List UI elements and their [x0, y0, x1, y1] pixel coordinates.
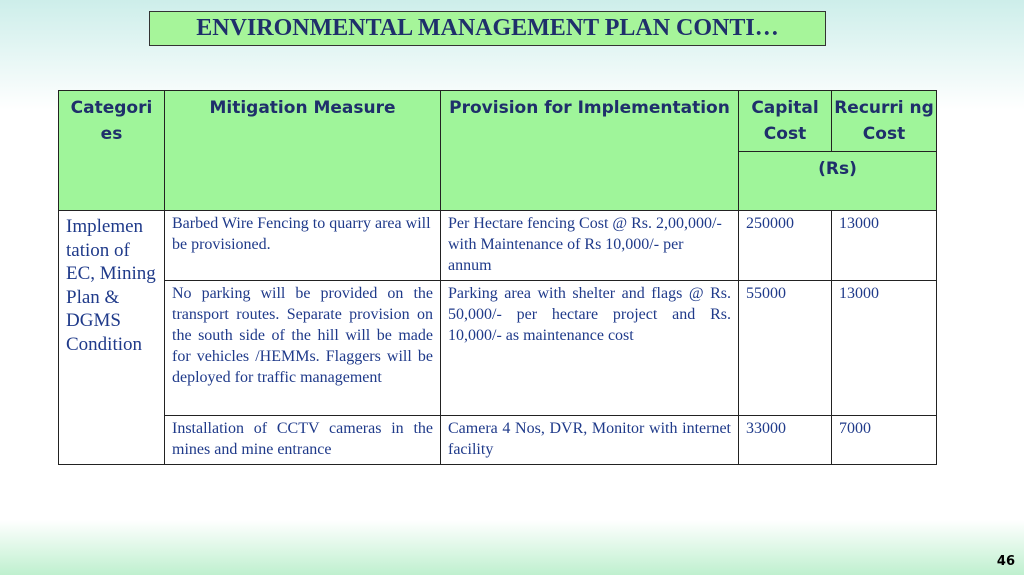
category-cell: Implemen tation of EC, Mining Plan & DGMS Condition	[59, 211, 165, 465]
table-row	[59, 211, 937, 281]
header-capital-cost: Capital Cost	[739, 91, 832, 152]
provision-cell: Parking area with shelter and flags @ Rs. 50,000/- per hectare project and Rs. 10,000/- as maintenance cost	[441, 281, 739, 416]
header-categories: Categori es	[59, 91, 165, 211]
provision-cell: Camera 4 Nos, DVR, Monitor with internet facility	[441, 416, 739, 465]
mitigation-cell: Installation of CCTV cameras in the mines and mine entrance	[165, 416, 441, 465]
provision-cell: Per Hectare fencing Cost @ Rs. 2,00,000/- with Maintenance of Rs 10,000/- per annum	[441, 211, 739, 281]
recurring-cost-cell: 13000	[832, 281, 937, 416]
header-provision: Provision for Implementation	[441, 91, 739, 211]
emp-cost-table	[58, 90, 937, 465]
header-recurring-cost: Recurri ng Cost	[832, 91, 937, 152]
recurring-cost-cell: 13000	[832, 211, 937, 281]
capital-cost-cell: 250000	[739, 211, 832, 281]
recurring-cost-cell: 7000	[832, 416, 937, 465]
header-cost-unit: (Rs)	[739, 152, 937, 211]
mitigation-cell: Barbed Wire Fencing to quarry area will be provisioned.	[165, 211, 441, 281]
capital-cost-cell: 55000	[739, 281, 832, 416]
capital-cost-cell: 33000	[739, 416, 832, 465]
slide-title: ENVIRONMENTAL MANAGEMENT PLAN CONTI…	[149, 11, 826, 46]
table-row	[59, 281, 937, 416]
mitigation-cell: No parking will be provided on the transport routes. Separate provision on the south side of the hill will be made for vehicles /HEMMs. Flaggers will be deployed for traffic management	[165, 281, 441, 416]
header-mitigation-measure: Mitigation Measure	[165, 91, 441, 211]
table-row	[59, 416, 937, 465]
page-number: 46	[996, 554, 1015, 569]
